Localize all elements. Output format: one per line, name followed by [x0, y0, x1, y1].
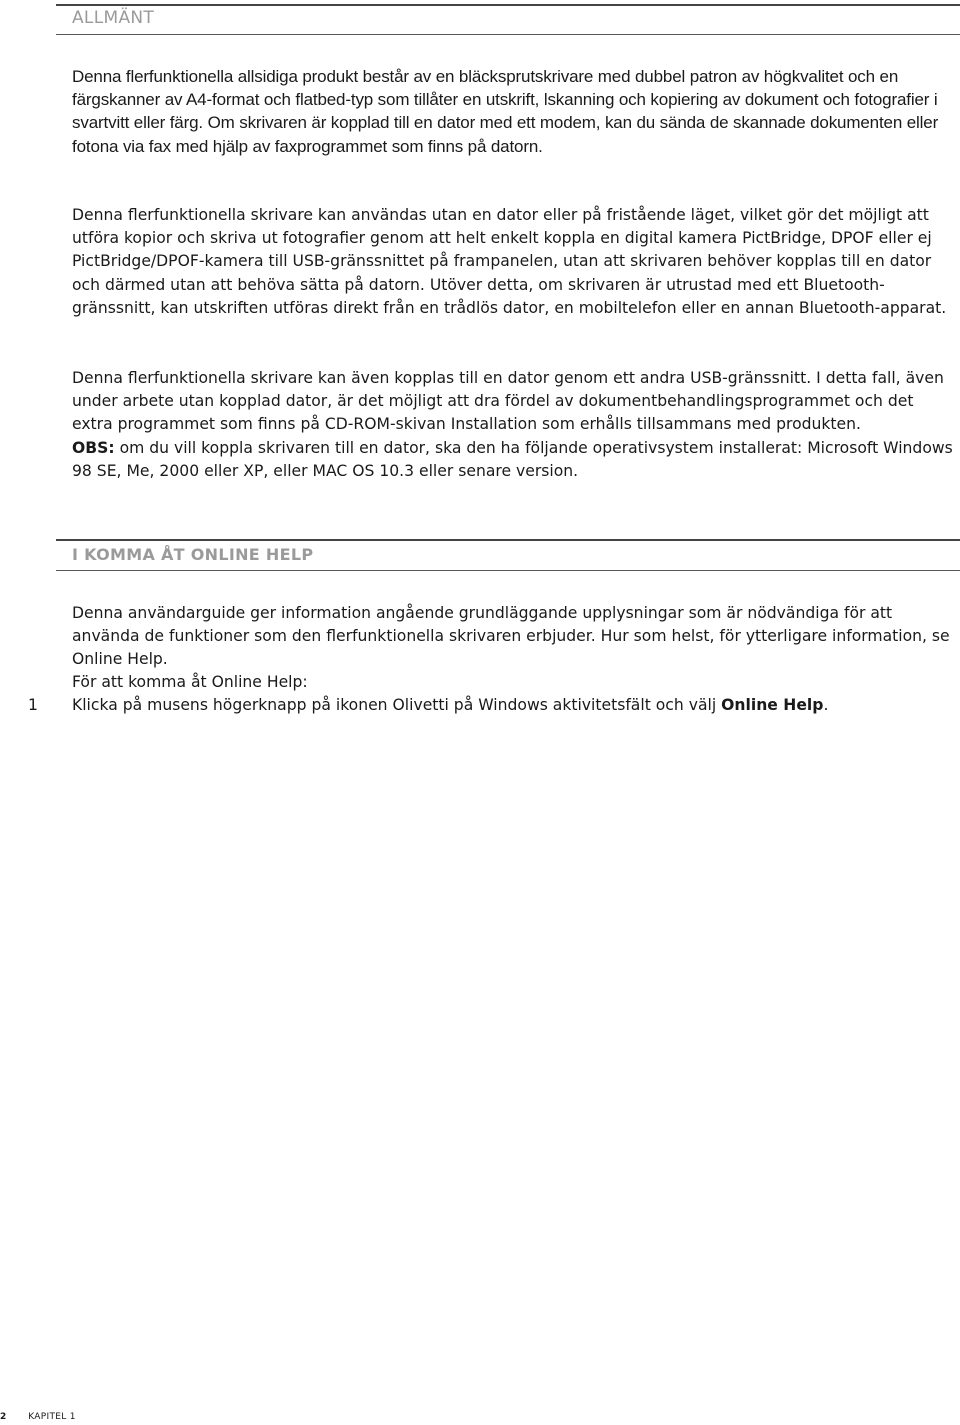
- online-help-access-line: För att komma åt Online Help:: [72, 673, 308, 691]
- heading-underline-2: [56, 570, 960, 571]
- intro-paragraph: Denna flerfunktionella allsidiga produkt består av en bläcksprutskrivare med dubbel patron av högkvalitet och en färgskanner av A4-format och flatbed-typ som tillåter en utskrift, lskanning och kopiering av dokument och fotografier i svartvitt eller färg. Om skrivaren är kopplad till en dator med ett modem, kan du sända de skannade dokumenten eller fotona via fax med hjälp av faxprogrammet som finns på datorn.: [72, 67, 939, 156]
- step-list-item: [0, 694, 960, 718]
- step-text-end: .: [823, 696, 829, 714]
- section-heading-allmant: ALLMÄNT: [72, 8, 155, 28]
- top-rule: [56, 4, 960, 6]
- chapter-label: KAPITEL 1: [28, 1412, 76, 1422]
- standalone-paragraph: Denna flerfunktionella skrivare kan användas utan en dator eller på fristående läget, vilket gör det möjligt att utföra kopior och skriva ut fotografier genom att helt enkelt koppla en digital kamera PictBridge, DPOF eller ej PictBridge/DPOF-kamera till USB-gränssnittet på frampanelen, utan att skrivaren behöver kopplas till en dator och därmed utan att behöva sätta på datorn. Utöver detta, om skrivaren är utrustad med ett Bluetooth-gränssnitt, kan utskriften utföras direkt från en trådlös dator, en mobiltelefon eller en annan Bluetooth-apparat.: [72, 206, 947, 317]
- step-text-bold: Online Help: [721, 696, 824, 714]
- note-text: om du vill koppla skrivaren till en dator, ska den ha följande operativsystem installerat: Microsoft Windows 98 SE, Me, 2000 eller XP, eller MAC OS 10.3 eller senare version.: [72, 438, 953, 480]
- page-footer: [0, 1412, 76, 1422]
- section-heading-online-help: I KOMMA ÅT ONLINE HELP: [72, 545, 314, 564]
- heading-underline: [56, 34, 960, 35]
- step-text-main: Klicka på musens högerknapp på ikonen Olivetti på Windows aktivitetsfält och välj: [72, 696, 722, 714]
- note-label: OBS:: [72, 438, 115, 457]
- usb-paragraph: [72, 367, 954, 483]
- step-number: 1: [28, 696, 38, 714]
- step-text: [72, 694, 828, 717]
- online-help-paragraph: Denna användarguide ger information angående grundläggande upplysningar som är nödvändiga för att använda de funktioner som den flerfunktionella skrivaren erbjuder. Hur som helst, för ytterligare information, se Online Help.: [72, 604, 950, 669]
- page-number: 2: [0, 1412, 7, 1422]
- usb-paragraph-text: Denna flerfunktionella skrivare kan även kopplas till en dator genom ett andra USB-gränssnitt. I detta fall, även under arbete utan kopplad dator, är det möjligt att dra fördel av dokumentbehandlingsprogrammet och det extra programmet som finns på CD-ROM-skivan Installation som erhålls tillsammans med produkten.: [72, 369, 944, 434]
- section-rule: [56, 539, 960, 541]
